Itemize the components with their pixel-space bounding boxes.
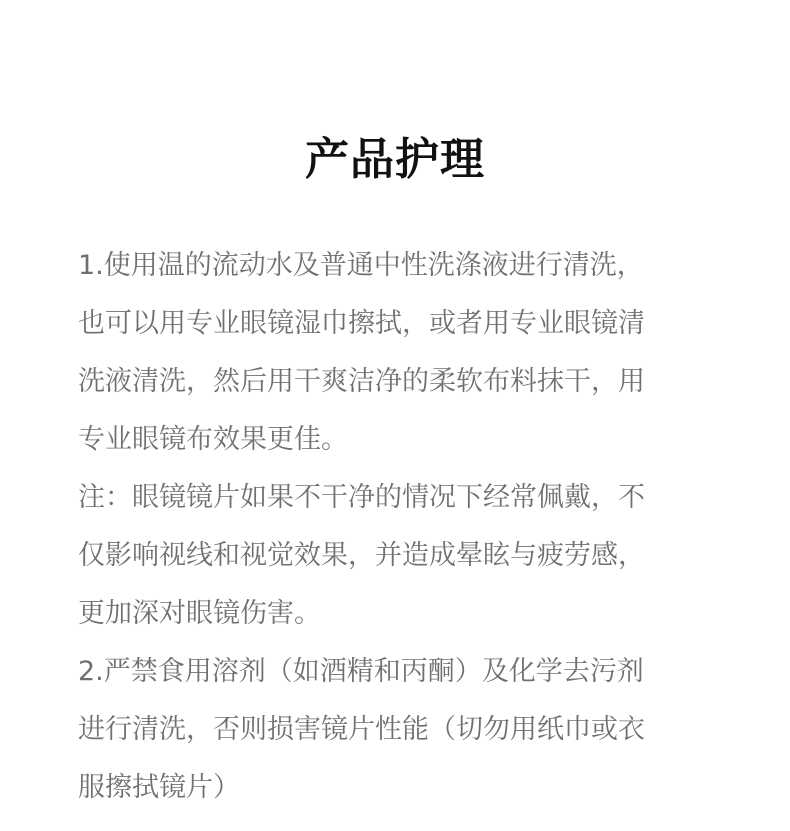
warning-line-3: 服擦拭镜片） bbox=[78, 772, 240, 803]
note-line-1: 注：眼镜镜片如果不干净的情况下经常佩戴，不 bbox=[78, 482, 645, 513]
note-line-2: 仅影响视线和视觉效果，并造成晕眩与疲劳感， bbox=[78, 540, 645, 571]
warning-line-1: 2.严禁食用溶剂（如酒精和丙酮）及化学去污剂 bbox=[78, 656, 644, 687]
instruction-line-1: 1.使用温的流动水及普通中性洗涤液进行清洗， bbox=[78, 250, 644, 281]
instruction-line-2: 也可以用专业眼镜湿巾擦拭，或者用专业眼镜清 bbox=[78, 308, 645, 339]
note-line-3: 更加深对眼镜伤害。 bbox=[78, 598, 321, 629]
care-instructions bbox=[78, 237, 718, 817]
page-title: 产品护理 bbox=[305, 134, 485, 185]
warning-line-2: 进行清洗，否则损害镜片性能（切勿用纸巾或衣 bbox=[78, 714, 645, 745]
instruction-line-3: 洗液清洗，然后用干爽洁净的柔软布料抹干，用 bbox=[78, 366, 645, 397]
instruction-line-4: 专业眼镜布效果更佳。 bbox=[78, 424, 348, 455]
